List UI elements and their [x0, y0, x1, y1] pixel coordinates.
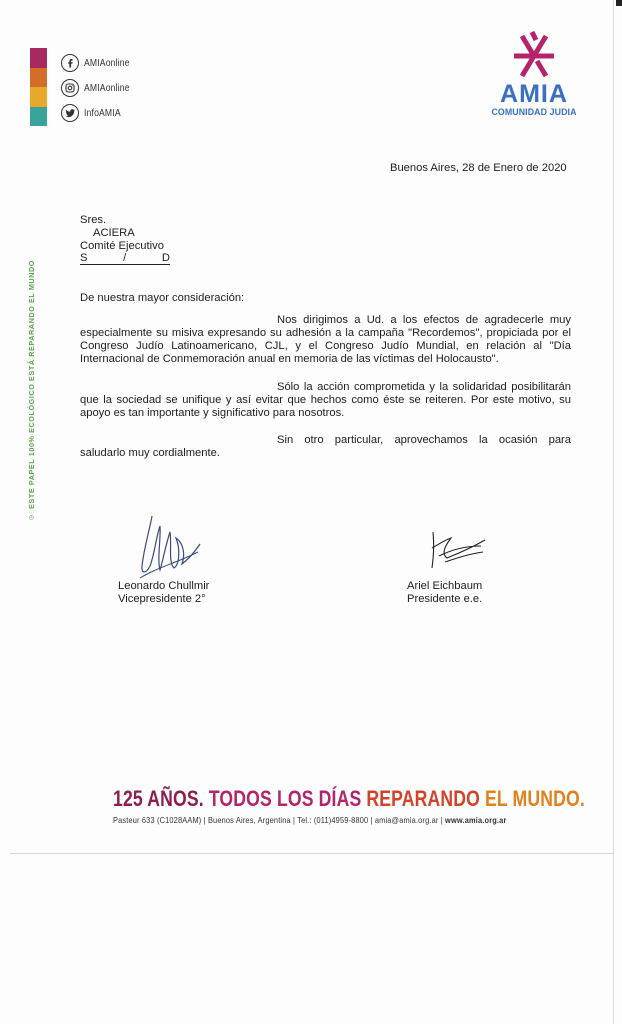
signer-name: Ariel Eichbaum [407, 580, 483, 592]
letter-date: Buenos Aires, 28 de Enero de 2020 [390, 162, 567, 174]
signature-block-right [407, 580, 482, 606]
sd-mid: / [123, 252, 127, 265]
greeting: De nuestra mayor consideración: [80, 292, 245, 304]
signer-title: Presidente e.e. [407, 592, 483, 605]
recipient-line: ACIERA [93, 226, 135, 239]
slogan-part: TODOS LOS DÍAS [208, 786, 367, 811]
paragraph-text: Sin otro particular, aprovechamos la ocasión para saludarlo muy cordialmente. [80, 434, 571, 459]
paragraph-text: Nos dirigimos a Ud. a los efectos de agradecerle muy especialmente su misiva expresando su adhesión a la campaña "Recordemos", propiciada por el Congreso Judío Latinoamericano, CJL, y el Congreso Judío Mundial, en relación al "Día Internacional de Conmemoración anual en memoria de las víctimas del Holocausto". [80, 314, 571, 365]
page-fold-line [10, 853, 614, 854]
footer-address [113, 815, 506, 825]
logo-subtitle: COMUNIDAD JUDIA [491, 107, 577, 117]
color-block [30, 68, 47, 88]
amia-logo [484, 28, 584, 117]
signature-block-left [118, 580, 209, 606]
social-label: AMIAonline [84, 56, 130, 69]
website-link[interactable]: www.amia.org.ar [445, 815, 507, 825]
slogan-part: EL MUNDO. [485, 786, 585, 811]
color-block [30, 87, 47, 107]
footer-slogan [113, 786, 585, 812]
facebook-icon [61, 54, 79, 72]
slogan-part: REPARANDO [366, 786, 486, 811]
social-facebook[interactable] [61, 50, 140, 75]
scan-mark [616, 0, 622, 6]
brand-color-bar [30, 48, 47, 126]
recipient-line: Comité Ejecutivo [80, 239, 164, 252]
sd-line [80, 252, 170, 265]
social-instagram[interactable] [61, 75, 140, 100]
twitter-icon [61, 104, 79, 122]
social-links [61, 50, 140, 125]
social-label: AMIAonline [84, 81, 130, 94]
sd-right: D [161, 252, 170, 265]
logo-name: AMIA [500, 80, 568, 108]
slogan-part: 125 AÑOS. [113, 786, 209, 811]
signer-title: Vicepresidente 2° [118, 592, 206, 605]
instagram-icon [61, 79, 79, 97]
paragraph [80, 314, 571, 366]
signer-name: Leonardo Chullmir [118, 580, 210, 592]
social-twitter[interactable] [61, 100, 140, 125]
signature-right [425, 528, 495, 572]
color-block [30, 48, 47, 68]
sd-left: S [80, 252, 88, 265]
eco-sidebar [25, 260, 38, 520]
signature-left [130, 508, 210, 584]
social-label: InfoAMIA [84, 106, 121, 119]
eco-text: ESTE PAPEL 100% ECOLÓGICO ESTÁ REPARANDO EL MUNDO [27, 260, 36, 509]
address-text: Pasteur 633 (C1028AAM) | Buenos Aires, Argentina | Tel.: (011)4959-8800 | amia@amia.org.ar | [113, 815, 446, 825]
recipient-line: Sres. [80, 214, 107, 226]
recipient-block [80, 214, 170, 265]
recycle-icon [29, 511, 34, 524]
amia-star-logo-icon [506, 28, 562, 84]
paragraph-text: Sólo la acción comprometida y la solidaridad posibilitarán que la sociedad se unifique y así evitar que hechos como éste se reiteren. Por este motivo, su apoyo es tan importante y significativo para nosotros. [80, 381, 571, 419]
color-block [30, 107, 47, 127]
paragraph [80, 434, 571, 460]
page-edge [613, 0, 614, 1024]
paragraph [80, 381, 571, 420]
